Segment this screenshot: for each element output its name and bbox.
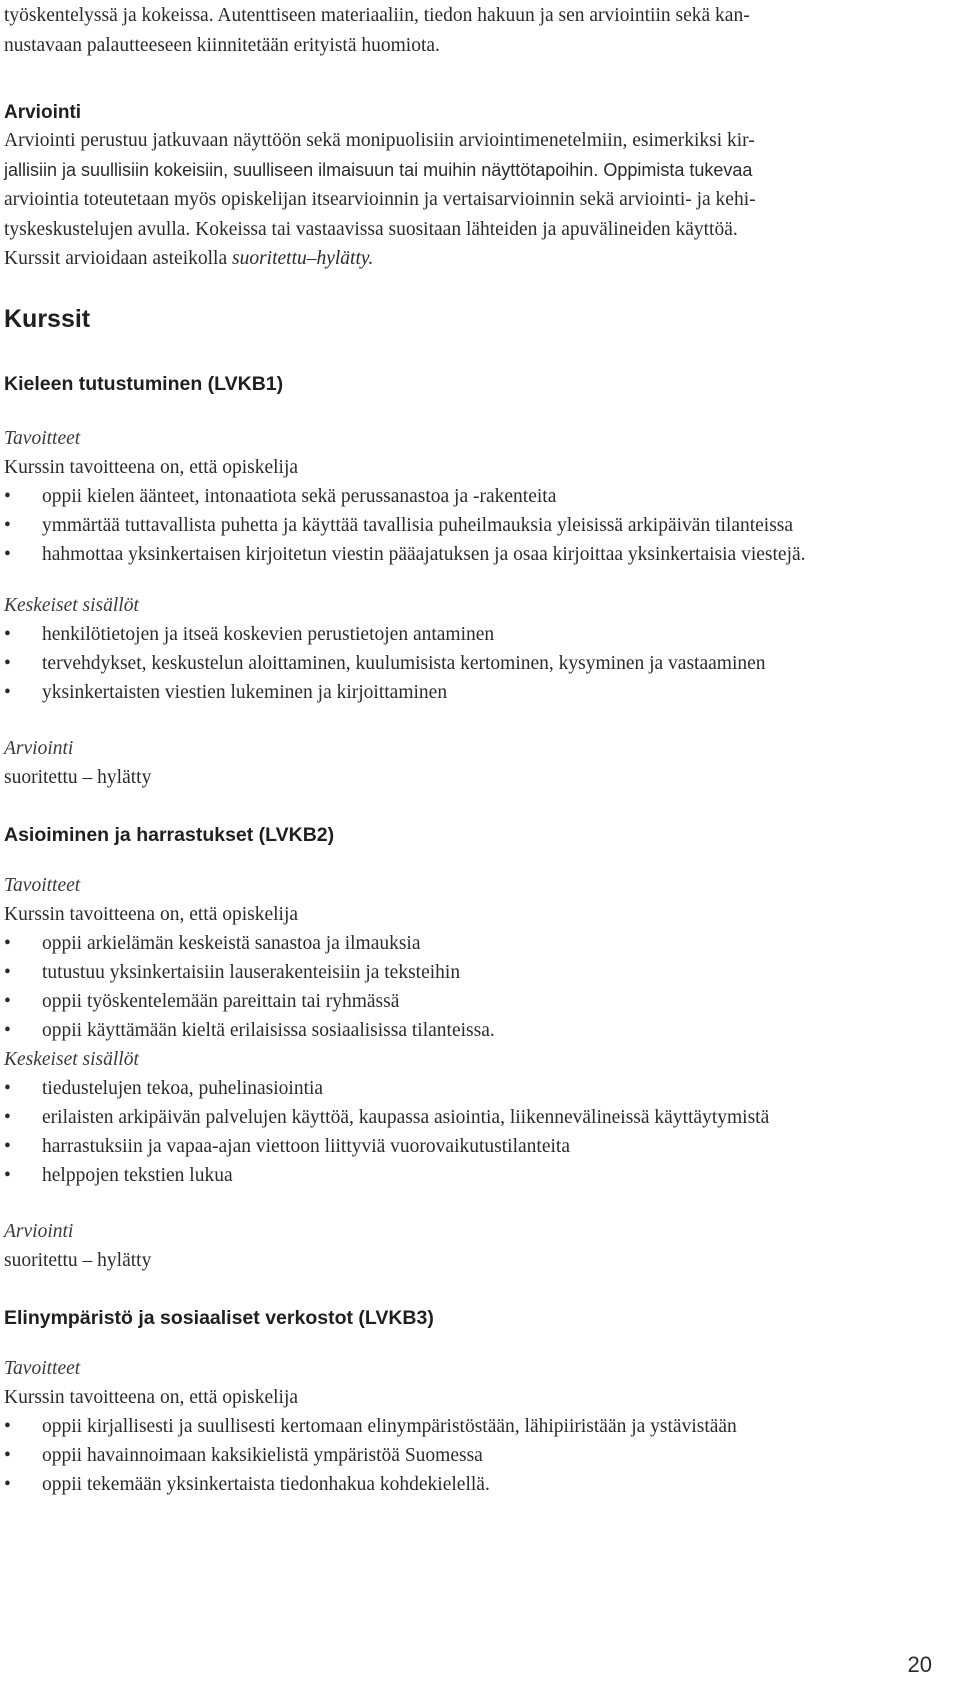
list-item — [4, 540, 909, 569]
list-item-text: oppii työskentelemään pareittain tai ryhmässä — [42, 991, 400, 1012]
list-item-text: tutustuu yksinkertaisiin lauserakenteisiin ja teksteihin — [42, 962, 461, 983]
goals-label: Tavoitteet — [4, 427, 81, 449]
content-label: Keskeiset sisällöt — [4, 595, 139, 616]
assessment-label: Arviointi — [4, 738, 74, 759]
list-item-text: oppii havainnoimaan kaksikielistä ympäristöä Suomessa — [42, 1445, 483, 1466]
list-item-text: oppii kielen äänteet, intonaatiota sekä perussanastoa ja -rakenteita — [42, 486, 557, 507]
course-title: Elinympäristö ja sosiaaliset verkostot (LVKB3) — [4, 1306, 434, 1329]
goals-list — [4, 1412, 909, 1499]
course-title: Kieleen tutustuminen (LVKB1) — [4, 372, 284, 395]
course-lvkb1 — [4, 370, 909, 793]
goals-intro: Kurssin tavoitteena on, että opiskelija — [4, 903, 299, 925]
list-item — [4, 482, 909, 511]
bullet-icon: • — [4, 1165, 11, 1186]
course-title: Asioiminen ja harrastukset (LVKB2) — [4, 823, 335, 846]
bullet-icon: • — [4, 624, 11, 645]
list-item — [4, 958, 909, 987]
goals-list — [4, 482, 909, 569]
list-item — [4, 678, 909, 707]
list-item — [4, 1074, 909, 1103]
list-item-text: helppojen tekstien lukua — [42, 1165, 233, 1186]
list-item-text: oppii kirjallisesti ja suullisesti kertomaan elinympäristöstään, lähipiiristään ja ystävistään — [42, 1416, 737, 1437]
assessment-line-2 — [4, 156, 909, 186]
goals-label: Tavoitteet — [4, 874, 81, 896]
list-item — [4, 1470, 909, 1499]
list-item-text: tiedustelujen tekoa, puhelinasiointia — [42, 1078, 324, 1099]
bullet-icon: • — [4, 653, 11, 674]
bullet-icon: • — [4, 1474, 11, 1495]
bullet-icon: • — [4, 1445, 11, 1466]
list-item — [4, 1441, 909, 1470]
content-list — [4, 1074, 909, 1190]
bullet-icon: • — [4, 1136, 11, 1157]
intro-paragraph — [4, 1, 909, 60]
list-item-text: erilaisten arkipäivän palvelujen käyttöä, kaupassa asiointia, liikennevälineissä käyttäytymistä — [42, 1107, 770, 1128]
course-lvkb3 — [4, 1304, 909, 1500]
list-item — [4, 929, 909, 958]
list-item — [4, 987, 909, 1016]
courses-heading: Kurssit — [4, 304, 91, 333]
list-item — [4, 1412, 909, 1441]
goals-intro: Kurssin tavoitteena on, että opiskelija — [4, 456, 299, 478]
bullet-icon: • — [4, 933, 11, 954]
bullet-icon: • — [4, 962, 11, 983]
list-item-text: henkilötietojen ja itseä koskevien perustietojen antaminen — [42, 624, 495, 645]
list-item-text: oppii tekemään yksinkertaista tiedonhakua kohdekielellä. — [42, 1474, 490, 1495]
bullet-icon: • — [4, 1416, 11, 1437]
bullet-icon: • — [4, 544, 11, 565]
bullet-icon: • — [4, 682, 11, 703]
list-item — [4, 620, 909, 649]
list-item — [4, 1161, 909, 1190]
bullet-icon: • — [4, 515, 11, 536]
assessment-line-2-sans: jallisiin ja suullisiin kokeisiin, suulliseen ilmaisuun tai muihin näyttötapoihin. — [4, 159, 599, 180]
assessment-line-3: arviointia toteutetaan myös opiskelijan itsearvioinnin ja vertaisarvioinnin sekä arviointi- ja kehi- — [4, 189, 756, 210]
list-item — [4, 1016, 909, 1045]
bullet-icon: • — [4, 486, 11, 507]
assessment-label: Arviointi — [4, 1221, 74, 1242]
course-lvkb2 — [4, 821, 909, 1276]
assessment-value: suoritettu – hylätty — [4, 1250, 152, 1271]
list-item-text: tervehdykset, keskustelun aloittaminen, kuulumisista kertominen, kysyminen ja vastaaminen — [42, 653, 766, 674]
intro-line-2: nustavaan palautteeseen kiinnitetään erityistä huomiota. — [4, 34, 440, 56]
list-item-text: oppii arkielämän keskeistä sanastoa ja ilmauksia — [42, 933, 421, 954]
assessment-line-5-prefix: Kurssit arvioidaan asteikolla — [4, 248, 232, 269]
goals-intro: Kurssin tavoitteena on, että opiskelija — [4, 1386, 299, 1408]
list-item — [4, 649, 909, 678]
goals-list — [4, 929, 909, 1045]
content-label: Keskeiset sisällöt — [4, 1049, 139, 1070]
content-list — [4, 620, 909, 707]
assessment-line-2-tail: Oppimista tukevaa — [598, 159, 753, 180]
assessment-heading: Arviointi — [4, 102, 82, 123]
assessment-line-4: tyskeskustelujen avulla. Kokeissa tai vastaavissa suositaan lähteiden ja apuvälineiden käyttöä. — [4, 218, 738, 240]
list-item — [4, 511, 909, 540]
list-item-text: yksinkertaisten viestien lukeminen ja kirjoittaminen — [42, 682, 448, 703]
intro-line-1: työskentelyssä ja kokeissa. Autenttiseen materiaaliin, tiedon hakuun ja sen arviointiin sekä kan- — [4, 5, 750, 26]
list-item — [4, 1103, 909, 1132]
assessment-scale: suoritettu–hylätty. — [231, 248, 374, 269]
bullet-icon: • — [4, 1078, 11, 1099]
document-page — [4, 0, 909, 1499]
bullet-icon: • — [4, 1107, 11, 1128]
goals-label: Tavoitteet — [4, 1357, 81, 1379]
assessment-value: suoritettu – hylätty — [4, 767, 152, 788]
assessment-paragraph — [4, 126, 909, 274]
assessment-line-5 — [4, 244, 909, 274]
list-item — [4, 1132, 909, 1161]
list-item-text: hahmottaa yksinkertaisen kirjoitetun viestin pääajatuksen ja osaa kirjoittaa yksinkertaisia viestejä. — [42, 544, 806, 565]
bullet-icon: • — [4, 991, 11, 1012]
assessment-line-1: Arviointi perustuu jatkuvaan näyttöön sekä monipuolisiin arviointimenetelmiin, esimerkiksi kir- — [4, 130, 755, 151]
list-item-text: harrastuksiin ja vapaa-ajan viettoon liittyviä vuorovaikutustilanteita — [42, 1136, 570, 1157]
list-item-text: ymmärtää tuttavallista puhetta ja käyttää tavallisia puheilmauksia yleisissä arkipäivän tilanteissa — [42, 515, 794, 536]
list-item-text: oppii käyttämään kieltä erilaisissa sosiaalisissa tilanteissa. — [42, 1020, 495, 1041]
bullet-icon: • — [4, 1020, 11, 1041]
page-number: 20 — [907, 1652, 932, 1677]
